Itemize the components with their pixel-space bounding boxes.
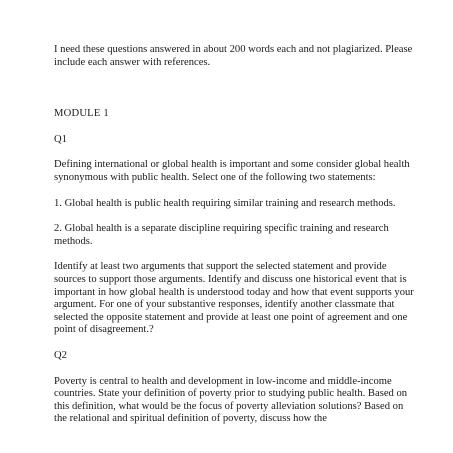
intro-paragraph: I need these questions answered in about 200 words each and not plagiarized. Please include each answer with references. bbox=[54, 44, 413, 68]
statement-2: 2. Global health is a separate discipline requiring specific training and research methods. bbox=[54, 223, 389, 247]
q1-label: Q1 bbox=[54, 133, 67, 145]
statement-1: 1. Global health is public health requiring similar training and research methods. bbox=[54, 197, 396, 209]
q2-prompt: Poverty is central to health and development in low-income and middle-income countries. State your definition of poverty prior to studying public health. Based on this definition, what would be the focus of poverty alleviation solutions? Based on the relational and spiritual definition of poverty, discuss how the bbox=[54, 375, 408, 425]
q1-prompt: Defining international or global health is important and some consider global health synonymous with public health. Select one of the following two statements: bbox=[54, 159, 410, 183]
q1-instructions: Identify at least two arguments that support the selected statement and provide sources to support those arguments. Identify and discuss one historical event that is important in how global health is understood today and how that event supports your argument. For one of your substantive responses, identify another classmate that selected the opposite statement and provide at least one point of agreement and one point of disagreement.? bbox=[54, 261, 414, 336]
q2-label: Q2 bbox=[54, 349, 67, 361]
document-page bbox=[54, 44, 414, 426]
module-heading: MODULE 1 bbox=[54, 108, 109, 120]
